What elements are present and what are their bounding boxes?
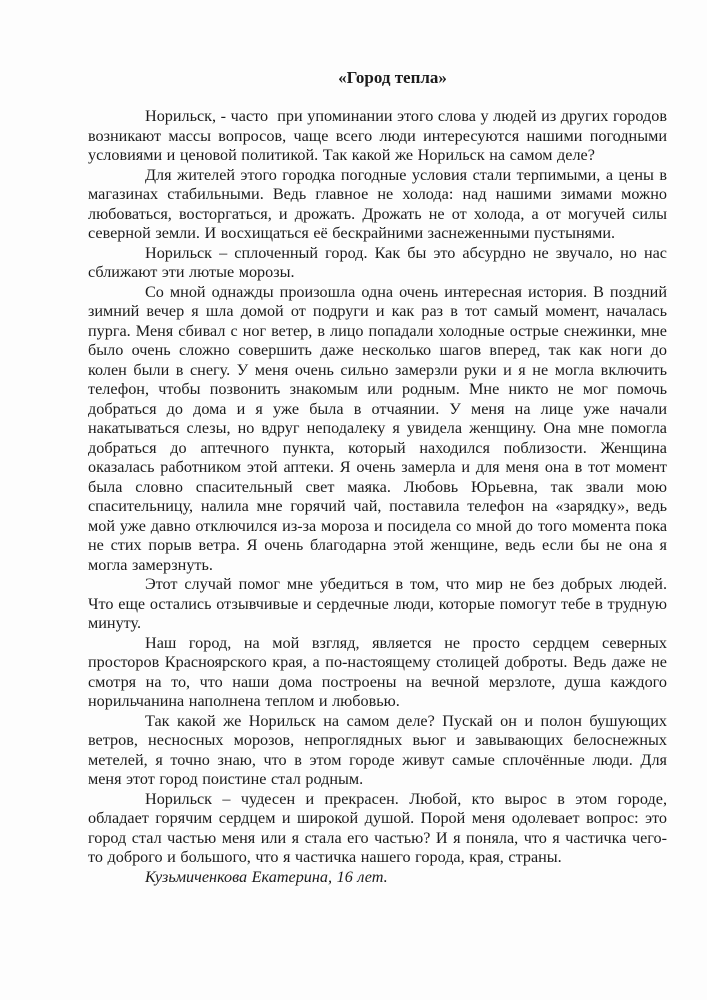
document-body	[88, 107, 667, 887]
paragraph-conditions: Для жителей этого городка погодные условия стали терпимыми, а цены в магазинах стабильными. Ведь главное не холода: над нашими зимами можно любоваться, восторгаться, и дрожать. Дрожать не от холода, а от могучей силы северной земли. И восхищаться её бескрайними заснеженными пустынями.	[88, 165, 667, 242]
author-signature: Кузьмиченкова Екатерина, 16 лет.	[145, 867, 388, 886]
paragraph-intro: Норильск, - часто при упоминании этого слова у людей из других городов возникают массы вопросов, чаще всего люди интересуются нашими погодными условиями и ценовой политикой. Так какой же Норильск на самом деле?	[88, 107, 667, 164]
document-title: «Город тепла»	[338, 68, 447, 87]
paragraph-our-city: Наш город, на мой взгляд, является не просто сердцем северных просторов Красноярского края, а по-настоящему столицей доброты. Ведь даже не смотря на то, что наши дома построены на вечной мерзлоте, душа каждого норильчанина наполнена теплом и любовью.	[88, 633, 667, 710]
paragraph-lesson: Этот случай помог мне убедиться в том, что мир не без добрых людей. Что еще остались отзывчивые и сердечные люди, которые помогут тебе в трудную минуту.	[88, 575, 667, 632]
paragraph-story: Со мной однажды произошла одна очень интересная история. В поздний зимний вечер я шла домой от подруги и как раз в тот самый момент, началась пурга. Меня сбивал с ног ветер, в лицо попадали холодные острые снежинки, мне было очень сложно совершить даже несколько шагов вперед, так как ноги до колен были в снегу. У меня очень сильно замерзли руки и я не могла включить телефон, чтобы позвонить знакомым или родным. Мне никто не мог помочь добраться до дома и я уже была в отчаянии. У меня на лице уже начали накатываться слезы, но вдруг неподалеку я увидела женщину. Она мне помогла добраться до аптечного пункта, который находился поблизости. Женщина оказалась работником этой аптеки. Я очень замерла и для меня она в тот момент была словно спасительный свет маяка. Любовь Юрьевна, так звали мою спасительницу, налила мне горячий чай, поставила телефон на «зарядку», ведь мой уже давно отключился из-за мороза и посидела со мной до того момента пока не стих порыв ветра. Я очень благодарна этой женщине, ведь если бы не она я могла замерзнуть.	[88, 282, 667, 574]
paragraph-united-city: Норильск – сплоченный город. Как бы это абсурдно не звучало, но нас сближают эти лютые морозы.	[88, 243, 667, 281]
paragraph-conclusion: Норильск – чудесен и прекрасен. Любой, кто вырос в этом городе, обладает горячим сердцем и широкой душой. Порой меня одолевает вопрос: это город стал частью меня или я стала его частью? И я поняла, что я частичка чего-то доброго и большого, что я частичка нашего города, края, страны.	[88, 789, 667, 866]
paragraph-answer: Так какой же Норильск на самом деле? Пускай он и полон бушующих ветров, несносных морозов, непроглядных вьюг и завывающих белоснежных метелей, я точно знаю, что в этом городе живут самые сплочённые люди. Для меня этот город поистине стал родным.	[88, 711, 667, 788]
